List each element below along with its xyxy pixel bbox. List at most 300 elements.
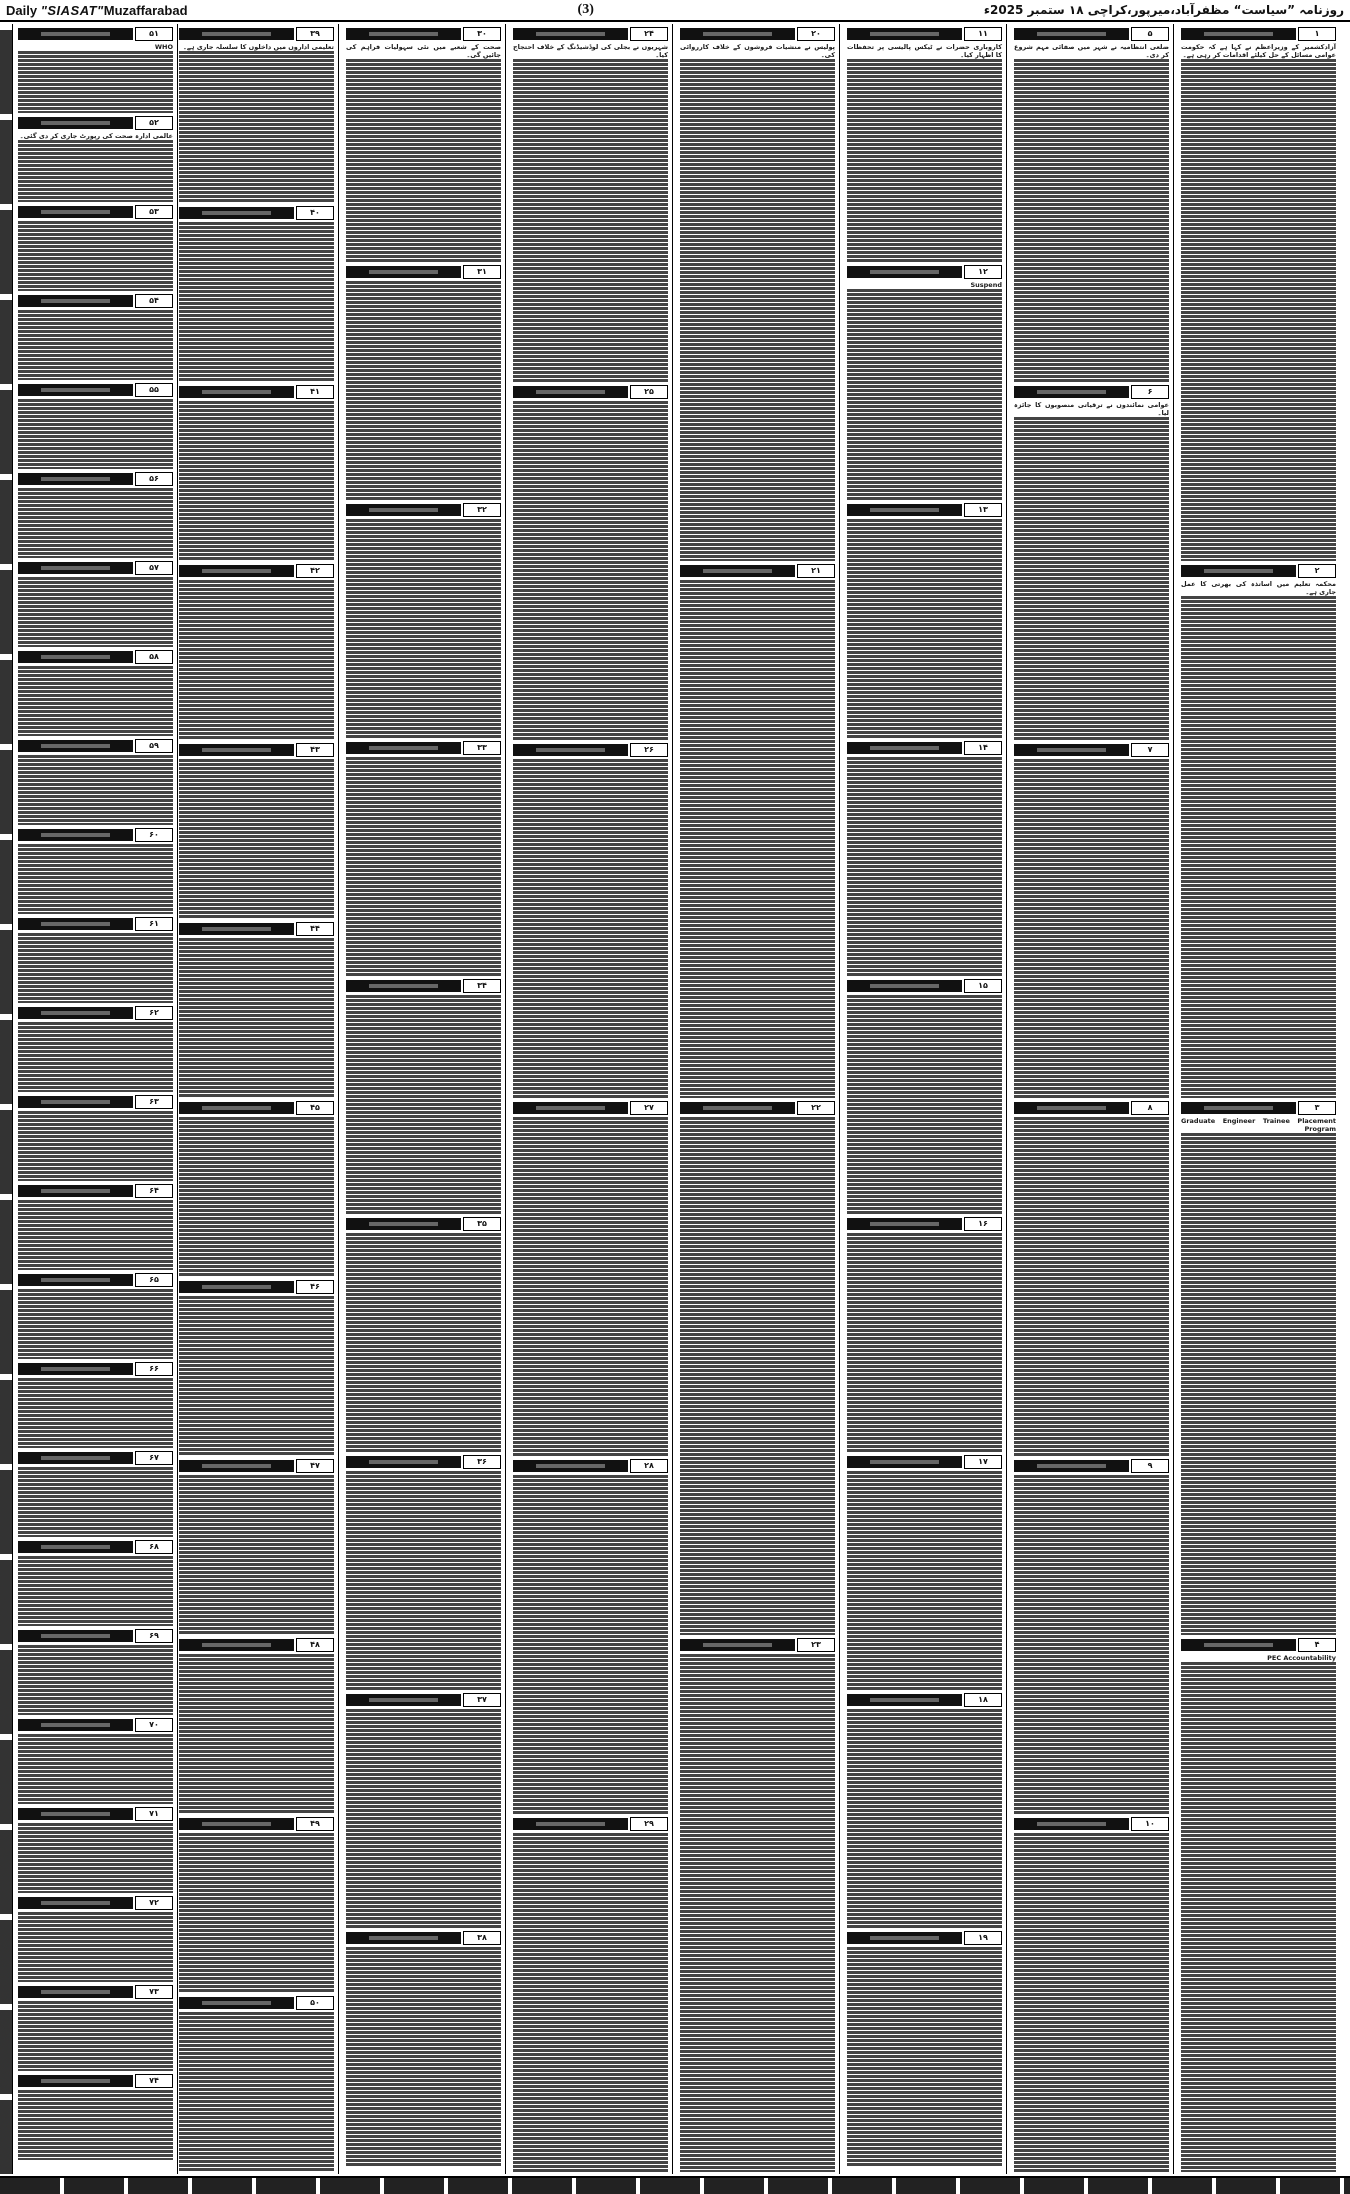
footer-band — [0, 2176, 1350, 2194]
header-band — [18, 1185, 133, 1197]
news-item — [342, 1214, 505, 1452]
item-number: ۲۹ — [630, 1817, 668, 1831]
item-number: ۴۶ — [296, 1280, 334, 1294]
item-header-tag — [18, 1539, 173, 1554]
item-text: آزادکشمیر کے وزیراعظم نے کہا ہے کہ حکومت عوامی مسائل کے حل کیلئے اقدامات کر رہی ہے۔ — [1181, 43, 1336, 59]
item-number: ۶۷ — [135, 1451, 173, 1465]
item-number: ۲۴ — [630, 27, 668, 41]
news-item — [509, 1098, 672, 1456]
header-band — [18, 1363, 133, 1375]
item-number: ۵۴ — [135, 294, 173, 308]
header-band — [1181, 1102, 1296, 1114]
header-band — [1014, 28, 1129, 40]
item-header-tag — [346, 1692, 501, 1707]
item-header-tag — [847, 1454, 1002, 1469]
item-number: ۵۳ — [135, 205, 173, 219]
news-item — [175, 1814, 338, 1993]
news-item — [14, 1982, 177, 2071]
news-item — [342, 738, 505, 976]
item-body — [14, 1645, 177, 1715]
news-item — [14, 113, 177, 202]
item-header-tag — [18, 1005, 173, 1020]
news-item — [676, 561, 839, 1098]
masthead-title: روزنامہ ”سیاست“ مظفرآباد،میرپور،کراچی ۱۸ ستمبر 2025ء — [983, 3, 1344, 17]
item-number: ۱۷ — [964, 1455, 1002, 1469]
item-number: ۴۹ — [296, 1817, 334, 1831]
item-body — [509, 759, 672, 1098]
text-lines — [179, 1475, 334, 1635]
item-number: ۴۷ — [296, 1459, 334, 1473]
column-6 — [342, 24, 506, 2174]
item-number: ۶۵ — [135, 1273, 173, 1287]
item-number: ۳ — [1298, 1101, 1336, 1115]
item-number: ۲۰ — [797, 27, 835, 41]
item-text: Suspend — [970, 281, 1002, 289]
item-body — [342, 1233, 505, 1452]
text-lines — [680, 1654, 835, 2172]
item-body — [14, 399, 177, 469]
text-lines — [18, 1645, 173, 1715]
item-body — [843, 1709, 1006, 1928]
header-band — [179, 923, 294, 935]
header-band — [1014, 1818, 1129, 1830]
text-lines — [680, 580, 835, 1098]
news-item — [175, 1277, 338, 1456]
item-number: ۵۲ — [135, 116, 173, 130]
header-band — [513, 1818, 628, 1830]
item-body — [175, 1833, 338, 1993]
item-body — [175, 938, 338, 1098]
text-lines — [18, 221, 173, 291]
item-number: ۷۳ — [135, 1985, 173, 1999]
column-4 — [676, 24, 840, 2174]
item-number: ۵۷ — [135, 561, 173, 575]
news-item — [342, 24, 505, 262]
item-header-tag — [18, 1361, 173, 1376]
news-item — [342, 1928, 505, 2166]
header-band — [680, 28, 795, 40]
news-item — [509, 1814, 672, 2172]
item-header-tag — [18, 916, 173, 931]
text-lines — [513, 401, 668, 740]
news-item — [175, 203, 338, 382]
text-lines — [179, 1117, 334, 1277]
masthead-prefix: Daily — [6, 2, 41, 18]
news-item — [175, 1098, 338, 1277]
news-item — [676, 1635, 839, 2172]
text-lines — [346, 519, 501, 738]
column-1 — [1177, 24, 1340, 2174]
item-number: ۱۵ — [964, 979, 1002, 993]
item-number: ۷۲ — [135, 1896, 173, 1910]
text-lines — [346, 1233, 501, 1452]
item-number: ۵۶ — [135, 472, 173, 486]
news-item — [342, 1452, 505, 1690]
item-body — [14, 1467, 177, 1537]
header-band — [847, 1218, 962, 1230]
item-header-tag — [346, 740, 501, 755]
page-number: (3) — [577, 2, 594, 17]
news-item — [1010, 382, 1173, 740]
text-lines — [18, 755, 173, 825]
header-band — [346, 266, 461, 278]
header-band — [18, 28, 133, 40]
item-header-tag — [847, 264, 1002, 279]
header-band — [346, 28, 461, 40]
item-body — [14, 1200, 177, 1270]
text-lines — [513, 1475, 668, 1814]
item-body — [843, 757, 1006, 976]
item-body — [14, 1022, 177, 1092]
header-band — [346, 504, 461, 516]
column-7 — [175, 24, 339, 2174]
item-number: ۱۳ — [964, 503, 1002, 517]
item-header-tag — [18, 26, 173, 41]
item-header-tag — [847, 1930, 1002, 1945]
text-lines — [346, 281, 501, 500]
news-item — [175, 1993, 338, 2172]
item-body — [175, 580, 338, 740]
header-band — [18, 1452, 133, 1464]
header-band — [847, 1456, 962, 1468]
item-header-tag — [179, 1279, 334, 1294]
item-header-tag — [513, 26, 668, 41]
item-header-tag — [18, 1806, 173, 1821]
header-band — [179, 1997, 294, 2009]
news-item — [14, 1181, 177, 1270]
item-header-tag — [513, 742, 668, 757]
item-header-tag — [18, 1094, 173, 1109]
item-number: ۲۷ — [630, 1101, 668, 1115]
header-band — [847, 1932, 962, 1944]
item-body — [14, 1734, 177, 1804]
news-item — [14, 24, 177, 113]
item-body — [1177, 1117, 1340, 1635]
header-band — [847, 742, 962, 754]
text-lines — [179, 580, 334, 740]
header-band — [346, 1218, 461, 1230]
item-body — [14, 755, 177, 825]
item-number: ۲۲ — [797, 1101, 835, 1115]
item-number: ۶۹ — [135, 1629, 173, 1643]
news-item — [14, 1092, 177, 1181]
news-item — [509, 740, 672, 1098]
text-lines — [847, 1471, 1002, 1690]
item-body — [14, 310, 177, 380]
header-band — [18, 918, 133, 930]
item-number: ۲۳ — [797, 1638, 835, 1652]
text-lines — [1181, 1662, 1336, 2172]
item-body — [14, 577, 177, 647]
item-header-tag — [847, 978, 1002, 993]
text-lines — [18, 1467, 173, 1537]
header-band — [179, 1639, 294, 1651]
header-band — [18, 829, 133, 841]
item-body — [342, 1709, 505, 1928]
item-number: ۵۸ — [135, 650, 173, 664]
item-header-tag — [18, 827, 173, 842]
item-header-tag — [179, 742, 334, 757]
text-lines — [346, 995, 501, 1214]
header-band — [18, 651, 133, 663]
header-band — [179, 565, 294, 577]
item-header-tag — [179, 1458, 334, 1473]
item-number: ۱۹ — [964, 1931, 1002, 1945]
item-header-tag — [680, 1637, 835, 1652]
item-number: ۱۴ — [964, 741, 1002, 755]
news-item — [676, 24, 839, 561]
item-header-tag — [179, 921, 334, 936]
header-band — [346, 980, 461, 992]
item-header-tag — [1014, 1816, 1169, 1831]
header-band — [179, 28, 294, 40]
header-band — [847, 980, 962, 992]
header-band — [680, 565, 795, 577]
text-lines — [680, 1117, 835, 1635]
header-band — [18, 295, 133, 307]
item-body — [14, 488, 177, 558]
item-number: ۴۰ — [296, 206, 334, 220]
text-lines — [847, 59, 1002, 262]
item-header-tag — [847, 1216, 1002, 1231]
news-item — [1010, 1814, 1173, 2172]
item-number: ۵۰ — [296, 1996, 334, 2010]
item-header-tag — [680, 26, 835, 41]
news-item — [509, 24, 672, 382]
item-text: صحت کے شعبے میں نئی سہولیات فراہم کی جائیں گی۔ — [346, 43, 501, 59]
item-body — [175, 1117, 338, 1277]
item-body — [14, 43, 177, 113]
item-header-tag — [1014, 1458, 1169, 1473]
header-band — [847, 28, 962, 40]
item-header-tag — [1014, 742, 1169, 757]
column-3 — [843, 24, 1007, 2174]
header-band — [179, 207, 294, 219]
item-body — [14, 933, 177, 1003]
item-number: ۳۳ — [463, 741, 501, 755]
news-item — [676, 1098, 839, 1635]
item-number: ۷ — [1131, 743, 1169, 757]
item-header-tag — [179, 563, 334, 578]
text-lines — [346, 757, 501, 976]
header-band — [513, 1460, 628, 1472]
text-lines — [1014, 1475, 1169, 1814]
item-header-tag — [346, 1930, 501, 1945]
news-item — [175, 24, 338, 203]
header-band — [18, 1986, 133, 1998]
news-item — [843, 738, 1006, 976]
item-number: ۲۵ — [630, 385, 668, 399]
news-item — [843, 24, 1006, 262]
news-item — [14, 380, 177, 469]
item-header-tag — [179, 1816, 334, 1831]
item-body — [14, 2090, 177, 2160]
item-body — [676, 43, 839, 561]
news-item — [843, 1214, 1006, 1452]
news-item — [14, 914, 177, 1003]
item-body — [342, 1471, 505, 1690]
item-header-tag — [346, 502, 501, 517]
item-body — [509, 401, 672, 740]
header-band — [18, 384, 133, 396]
item-number: ۳۲ — [463, 503, 501, 517]
item-header-tag — [18, 1183, 173, 1198]
news-item — [1177, 1098, 1340, 1635]
news-item — [14, 1626, 177, 1715]
header-band — [346, 1932, 461, 1944]
item-body — [14, 666, 177, 736]
header-band — [847, 266, 962, 278]
header-band — [1181, 565, 1296, 577]
item-number: ۴۴ — [296, 922, 334, 936]
text-lines — [18, 2001, 173, 2071]
item-header-tag — [346, 1216, 501, 1231]
item-text: ضلعی انتظامیہ نے شہر میں صفائی مہم شروع کر دی۔ — [1014, 43, 1169, 59]
item-body — [14, 1912, 177, 1982]
item-body — [1010, 1117, 1173, 1456]
item-number: ۲۶ — [630, 743, 668, 757]
item-number: ۳۰ — [463, 27, 501, 41]
header-band — [346, 742, 461, 754]
header-band — [680, 1639, 795, 1651]
item-number: ۶۸ — [135, 1540, 173, 1554]
header-band — [513, 386, 628, 398]
item-number: ۲۸ — [630, 1459, 668, 1473]
item-number: ۶۲ — [135, 1006, 173, 1020]
news-item — [843, 1452, 1006, 1690]
news-item — [14, 647, 177, 736]
item-body — [843, 43, 1006, 262]
header-band — [179, 1102, 294, 1114]
item-header-tag — [18, 1717, 173, 1732]
text-lines — [346, 1471, 501, 1690]
text-lines — [179, 222, 334, 382]
header-band — [179, 1818, 294, 1830]
news-item — [342, 1690, 505, 1928]
header-band — [18, 1630, 133, 1642]
item-number: ۶ — [1131, 385, 1169, 399]
item-text: عوامی نمائندوں نے ترقیاتی منصوبوں کا جائزہ لیا۔ — [1014, 401, 1169, 417]
text-lines — [18, 1022, 173, 1092]
text-lines — [1014, 59, 1169, 382]
news-item — [843, 976, 1006, 1214]
news-item — [1010, 1098, 1173, 1456]
header-band — [18, 562, 133, 574]
item-text: تعلیمی اداروں میں داخلوں کا سلسلہ جاری ہے۔ — [183, 43, 334, 51]
text-lines — [513, 1833, 668, 2172]
item-header-tag — [1181, 563, 1336, 578]
item-number: ۴۵ — [296, 1101, 334, 1115]
item-header-tag — [18, 1984, 173, 1999]
news-item — [509, 1456, 672, 1814]
news-item — [843, 1690, 1006, 1928]
text-lines — [1181, 59, 1336, 561]
item-header-tag — [680, 1100, 835, 1115]
item-body — [843, 281, 1006, 500]
item-number: ۹ — [1131, 1459, 1169, 1473]
text-lines — [179, 1654, 334, 1814]
item-body — [342, 757, 505, 976]
item-header-tag — [18, 1628, 173, 1643]
item-number: ۱۸ — [964, 1693, 1002, 1707]
item-header-tag — [18, 2073, 173, 2088]
item-number: ۶۰ — [135, 828, 173, 842]
item-body — [14, 2001, 177, 2071]
item-header-tag — [18, 560, 173, 575]
header-band — [18, 117, 133, 129]
text-lines — [18, 488, 173, 558]
item-body — [14, 844, 177, 914]
item-number: ۵۱ — [135, 27, 173, 41]
item-body — [175, 1296, 338, 1456]
item-body — [1177, 43, 1340, 561]
header-band — [847, 1694, 962, 1706]
news-item — [175, 1456, 338, 1635]
item-header-tag — [18, 1450, 173, 1465]
item-header-tag — [1181, 1100, 1336, 1115]
column-5 — [509, 24, 673, 2174]
news-item — [14, 825, 177, 914]
item-body — [509, 1833, 672, 2172]
header-band — [18, 2075, 133, 2087]
news-item — [509, 382, 672, 740]
item-header-tag — [346, 978, 501, 993]
header-band — [1181, 1639, 1296, 1651]
text-lines — [179, 1296, 334, 1456]
header-band — [18, 1541, 133, 1553]
header-band — [18, 1007, 133, 1019]
news-item — [14, 2071, 177, 2160]
item-header-tag — [680, 563, 835, 578]
text-lines — [513, 59, 668, 382]
text-lines — [346, 59, 501, 262]
text-lines — [847, 1233, 1002, 1452]
item-body — [1177, 580, 1340, 1098]
item-header-tag — [18, 738, 173, 753]
header-band — [513, 28, 628, 40]
item-body — [843, 1947, 1006, 2166]
header-band — [346, 1694, 461, 1706]
item-header-tag — [179, 26, 334, 41]
item-text: WHO — [154, 43, 173, 51]
item-header-tag — [18, 1272, 173, 1287]
item-text: شہریوں نے بجلی کی لوڈشیڈنگ کے خلاف احتجاج کیا۔ — [513, 43, 668, 59]
text-lines — [1181, 1133, 1336, 1635]
text-lines — [18, 844, 173, 914]
text-lines — [1014, 1833, 1169, 2172]
news-item — [175, 1635, 338, 1814]
text-lines — [847, 519, 1002, 738]
item-number: ۳۵ — [463, 1217, 501, 1231]
item-number: ۳۹ — [296, 27, 334, 41]
item-body — [1010, 759, 1173, 1098]
item-body — [14, 1111, 177, 1181]
text-lines — [179, 1833, 334, 1993]
text-lines — [1014, 759, 1169, 1098]
item-body — [843, 519, 1006, 738]
item-number: ۵۵ — [135, 383, 173, 397]
news-item — [843, 262, 1006, 500]
item-body — [1010, 401, 1173, 740]
column-2 — [1010, 24, 1174, 2174]
item-body — [843, 995, 1006, 1214]
news-item — [14, 558, 177, 647]
item-body — [1010, 1833, 1173, 2172]
item-body — [676, 1654, 839, 2172]
news-item — [1010, 740, 1173, 1098]
text-lines — [18, 51, 173, 113]
masthead-brand: "SIASAT" — [40, 2, 104, 18]
